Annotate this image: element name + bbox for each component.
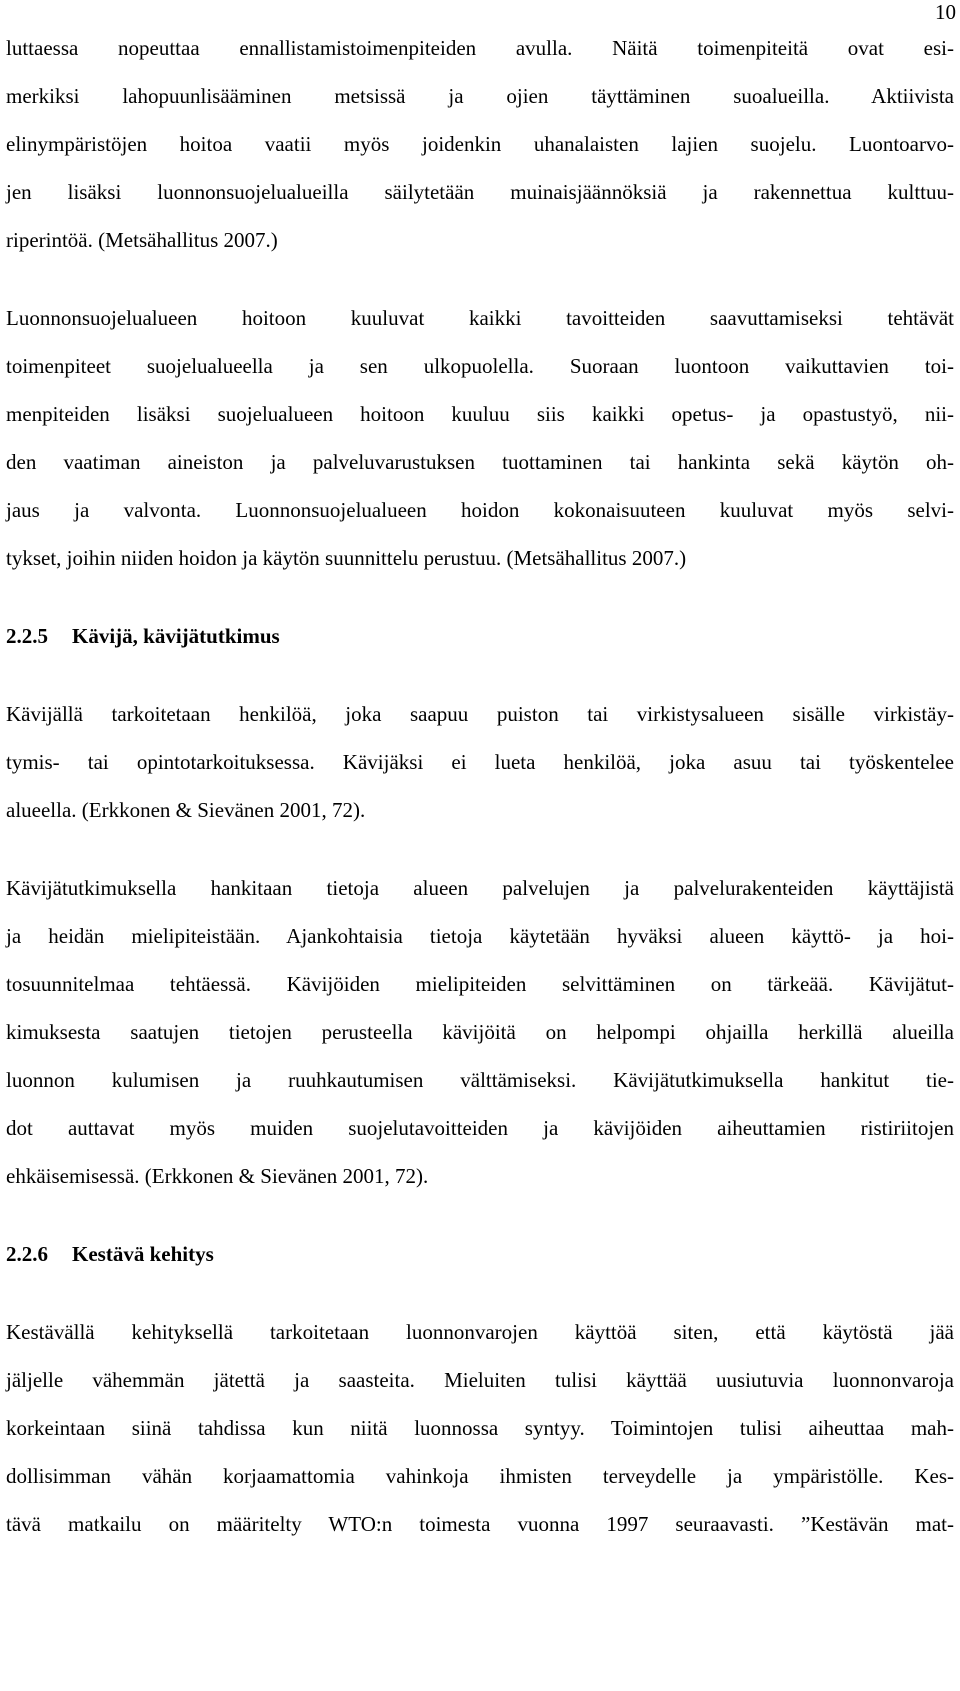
section-heading <box>6 1242 954 1320</box>
text-line: elinympäristöjen hoitoa vaatii myös joidenkin uhanalaisten lajien suojelu. Luontoarvo- <box>6 132 954 156</box>
text-line: jäljelle vähemmän jätettä ja saasteita. Mieluiten tulisi käyttää uusiutuvia luonnonvaroja <box>6 1368 954 1392</box>
paragraph <box>6 1320 954 1560</box>
text-line: riperintöä. (Metsähallitus 2007.) <box>6 228 278 252</box>
text-line: jen lisäksi luonnonsuojelualueilla säilytetään muinaisjäännöksiä ja rakennettua kulttuu- <box>6 180 954 204</box>
text-line: alueella. (Erkkonen & Sievänen 2001, 72). <box>6 798 366 822</box>
text-line: tävä matkailu on määritelty WTO:n toimesta vuonna 1997 seuraavasti. ”Kestävän mat- <box>6 1512 954 1536</box>
text-line: Kävijällä tarkoitetaan henkilöä, joka saapuu puiston tai virkistysalueen sisälle virkistäy- <box>6 702 954 726</box>
section-number: 2.2.6 <box>6 1242 48 1266</box>
text-line: kimuksesta saatujen tietojen perusteella kävijöitä on helpompi ohjailla herkillä alueilla <box>6 1020 954 1044</box>
text-line: dot auttavat myös muiden suojelutavoitteiden ja kävijöiden aiheuttamien ristiriitojen <box>6 1116 954 1140</box>
text-line: den vaatiman aineiston ja palveluvarustuksen tuottaminen tai hankinta sekä käytön oh- <box>6 450 954 474</box>
text-line: Kestävällä kehityksellä tarkoitetaan luonnonvarojen käyttöä siten, että käytöstä jää <box>6 1320 954 1344</box>
text-line: ehkäisemisessä. (Erkkonen & Sievänen 2001, 72). <box>6 1164 429 1188</box>
text-line: tosuunnitelmaa tehtäessä. Kävijöiden mielipiteiden selvittäminen on tärkeää. Kävijätut- <box>6 972 954 996</box>
text-line: Luonnonsuojelualueen hoitoon kuuluvat kaikki tavoitteiden saavuttamiseksi tehtävät <box>6 306 954 330</box>
text-line: korkeintaan siinä tahdissa kun niitä luonnossa syntyy. Toimintojen tulisi aiheuttaa mah- <box>6 1416 954 1440</box>
text-line: luonnon kulumisen ja ruuhkautumisen välttämiseksi. Kävijätutkimuksella hankitut tie- <box>6 1068 954 1092</box>
paragraph <box>6 36 954 276</box>
page-number: 10 <box>935 0 956 24</box>
text-line: tymis- tai opintotarkoituksessa. Kävijäksi ei lueta henkilöä, joka asuu tai työskentelee <box>6 750 954 774</box>
text-line: luttaessa nopeuttaa ennallistamistoimenpiteiden avulla. Näitä toimenpiteitä ovat esi- <box>6 36 954 60</box>
text-line: dollisimman vähän korjaamattomia vahinkoja ihmisten terveydelle ja ympäristölle. Kes- <box>6 1464 954 1488</box>
text-line: Kävijätutkimuksella hankitaan tietoja alueen palvelujen ja palvelurakenteiden käyttäjistä <box>6 876 954 900</box>
text-line: menpiteiden lisäksi suojelualueen hoitoon kuuluu siis kaikki opetus- ja opastustyö, nii- <box>6 402 954 426</box>
section-number: 2.2.5 <box>6 624 48 648</box>
document-body <box>6 36 954 1560</box>
text-line: toimenpiteet suojelualueella ja sen ulkopuolella. Suoraan luontoon vaikuttavien toi- <box>6 354 954 378</box>
text-line: ja heidän mielipiteistään. Ajankohtaisia tietoja käytetään hyväksi alueen käyttö- ja hoi- <box>6 924 954 948</box>
text-line: tykset, joihin niiden hoidon ja käytön suunnittelu perustuu. (Metsähallitus 2007.) <box>6 546 687 570</box>
text-line: merkiksi lahopuunlisääminen metsissä ja ojien täyttäminen suoalueilla. Aktiivista <box>6 84 954 108</box>
paragraph <box>6 876 954 1212</box>
section-heading <box>6 624 954 702</box>
paragraph <box>6 702 954 846</box>
text-line: jaus ja valvonta. Luonnonsuojelualueen hoidon kokonaisuuteen kuuluvat myös selvi- <box>6 498 954 522</box>
section-title: Kävijä, kävijätutkimus <box>72 624 280 648</box>
section-title: Kestävä kehitys <box>72 1242 214 1266</box>
paragraph <box>6 306 954 594</box>
